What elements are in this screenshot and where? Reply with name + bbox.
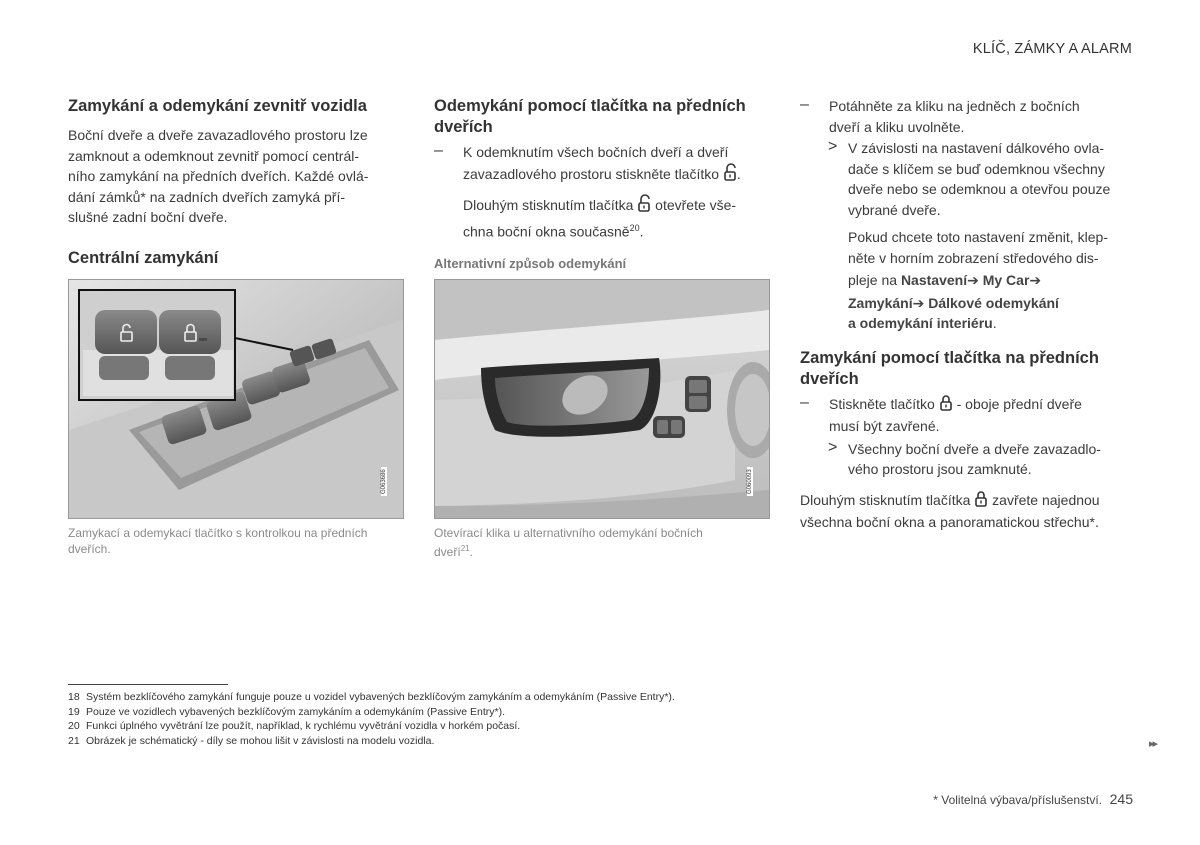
- text-fragment: Dlouhým stisknutím tlačítka: [463, 197, 634, 213]
- text-line: zamknout a odemknout zevnitř pomocí centrál-: [68, 147, 360, 164]
- text-line: V závislosti na nastavení dálkového ovla-: [848, 140, 1105, 156]
- text-line: Pokud chcete toto nastavení změnit, klep-: [848, 229, 1108, 245]
- menu-path-my-car: My Car: [982, 272, 1030, 288]
- path-arrow: ➔: [1029, 272, 1042, 288]
- text-line: vého prostoru jsou zamknuté.: [848, 461, 1032, 477]
- text-line: [800, 490, 1140, 513]
- text-line: [848, 293, 1140, 314]
- text-line: K odemknutím všech bočních dveří a dveří: [463, 144, 729, 160]
- figure-door-handle: [434, 279, 770, 519]
- text-fragment: .: [992, 315, 997, 331]
- footnote-ref: 21: [460, 543, 470, 553]
- text-line: [848, 270, 1140, 291]
- text-line: Boční dveře a dveře zavazadlového prostoru lze: [68, 127, 368, 143]
- text-fragment: .: [639, 223, 644, 240]
- text-fragment: - oboje přední dveře: [956, 395, 1082, 412]
- figure-caption: [434, 525, 774, 560]
- lock-icon: [974, 490, 988, 513]
- column-3: [800, 96, 1140, 533]
- section-heading-unlock-front-door: Odemykání pomocí tlačítka na předních dveřích: [434, 97, 746, 136]
- text-line: dveří a kliku uvolněte.: [829, 118, 965, 135]
- footnote-text: Pouze ve vozidlech vybavených bezklíčovým zamykáním a odemykáním (Passive Entry*).: [86, 705, 506, 718]
- text-line: všechna boční okna a panoramatickou střechu*.: [800, 514, 1099, 530]
- result-item: [800, 138, 1140, 220]
- list-item: [434, 142, 774, 242]
- text-fragment: Stiskněte tlačítko: [829, 395, 935, 412]
- text-line: dveře nebo se odemknou a otevřou pouze: [848, 181, 1111, 197]
- footnote-text: Systém bezklíčového zamykání funguje pouze u vozidel vybavených bezklíčovým zamykáním a odemykáním (Passive Entry*).: [86, 691, 675, 703]
- dash-bullet: –: [434, 142, 443, 159]
- settings-note: [800, 227, 1140, 334]
- figure-code: G060093: [747, 468, 753, 494]
- result-item: [800, 439, 1140, 480]
- caption-line: Zamykací a odemykací tlačítko s kontrolkou na předních: [68, 525, 368, 540]
- footnote-ref: 20: [629, 222, 640, 233]
- text-line: [463, 163, 774, 187]
- footnote-divider: [68, 684, 228, 685]
- text-line: Všechny boční dveře a dveře zavazadlo-: [848, 440, 1101, 457]
- list-item: [800, 394, 1140, 437]
- caption-line: Otevírací klika u alternativního odemykání bočních: [434, 525, 703, 540]
- text-fragment: chna boční okna současně: [463, 223, 630, 240]
- caption-line: dveřích.: [68, 541, 111, 556]
- footnote-item: [68, 690, 968, 705]
- list-item: [800, 96, 1140, 137]
- text-fragment: pleje na: [848, 272, 898, 288]
- footnote-item: [68, 705, 968, 720]
- path-arrow: ➔: [912, 294, 925, 311]
- section-heading-lock-front-door: Zamykání pomocí tlačítka na předních dveřích: [800, 348, 1099, 388]
- text-fragment: otevřete vše-: [655, 197, 737, 213]
- text-fragment: zavřete najednou: [992, 491, 1100, 508]
- result-marker: >: [828, 438, 838, 456]
- text-line: slušné zadní boční dveře.: [68, 209, 228, 225]
- footnote-number: 21: [68, 734, 80, 747]
- door-handle-illustration: [435, 280, 769, 518]
- text-fragment: .: [736, 165, 741, 182]
- dash-bullet: –: [800, 393, 809, 411]
- subheading-central-locking: Centrální zamykání: [68, 248, 219, 267]
- footnote-item: [68, 719, 968, 734]
- text-line: Potáhněte za kliku na jedněch z bočních: [829, 98, 1080, 114]
- unlock-icon: [637, 194, 651, 218]
- footnote-text: Obrázek je schématický - díly se mohou lišit v závislosti na modelu vozidla.: [86, 734, 435, 747]
- text-line: dače s klíčem se buď odemknou všechny: [848, 160, 1105, 177]
- text-line: [829, 394, 1140, 417]
- figure-door-lock-buttons: [68, 279, 404, 519]
- figure-caption: [68, 525, 408, 557]
- column-2: [434, 96, 774, 560]
- text-fragment: zavazadlového prostoru stiskněte tlačítko: [463, 165, 720, 182]
- text-fragment: Dlouhým stisknutím tlačítka: [800, 491, 971, 508]
- footnote-number: 18: [68, 691, 80, 703]
- text-line: musí být zavřené.: [829, 418, 940, 434]
- unlock-instructions: [434, 142, 774, 242]
- footnote-number: 20: [68, 720, 80, 732]
- result-marker: >: [828, 138, 838, 155]
- next-page-arrows-icon: ▸▸: [1149, 738, 1157, 750]
- door-panel-illustration: [69, 280, 403, 518]
- footnotes: [68, 690, 968, 748]
- section-heading-lock-unlock-inside: Zamykání a odemykání zevnitř vozidla: [68, 97, 367, 115]
- long-press-paragraph: [800, 490, 1140, 533]
- caption-line: [434, 541, 774, 560]
- lock-icon: [939, 394, 953, 417]
- running-header: KLÍČ, ZÁMKY A ALARM: [972, 41, 1132, 57]
- footnote-text: Funkci úplného vyvětrání lze použít, například, k rychlému vyvětrání vozidla v horkém počasí.: [86, 720, 521, 732]
- text-line: dání zámků* na zadních dveřích zamyká pří-: [68, 188, 346, 205]
- subheading-alternative-unlock: Alternativní způsob odemykání: [434, 255, 627, 271]
- optional-equipment-note: * Volitelná výbava/příslušenství.: [933, 793, 1102, 807]
- text-line: [463, 218, 774, 242]
- text-line: [463, 194, 774, 218]
- text-line: něte v horním zobrazení středového dis-: [848, 249, 1099, 266]
- menu-path-remote-unlock: Dálkové odemykání: [928, 294, 1059, 311]
- text-fragment: dveří: [434, 544, 461, 559]
- menu-path-interior-unlock: a odemykání interiéru: [848, 315, 993, 331]
- text-line: vybrané dveře.: [848, 201, 941, 218]
- footnote-item: [68, 734, 968, 749]
- footnote-number: 19: [68, 705, 80, 718]
- column-1: [68, 96, 408, 557]
- text-line: [848, 313, 1140, 334]
- page-number: 245: [1109, 791, 1133, 807]
- text-fragment: .: [469, 544, 473, 559]
- menu-path-locking: Zamykání: [848, 294, 913, 311]
- menu-path-settings: Nastavení: [900, 272, 968, 288]
- text-line: ního zamykání na předních dveřích. Každé ovlá-: [68, 168, 369, 184]
- figure-code: G063686: [381, 468, 387, 494]
- path-arrow: ➔: [967, 272, 979, 288]
- intro-paragraph: [68, 125, 408, 228]
- dash-bullet: –: [800, 96, 809, 113]
- unlock-icon: [723, 163, 737, 187]
